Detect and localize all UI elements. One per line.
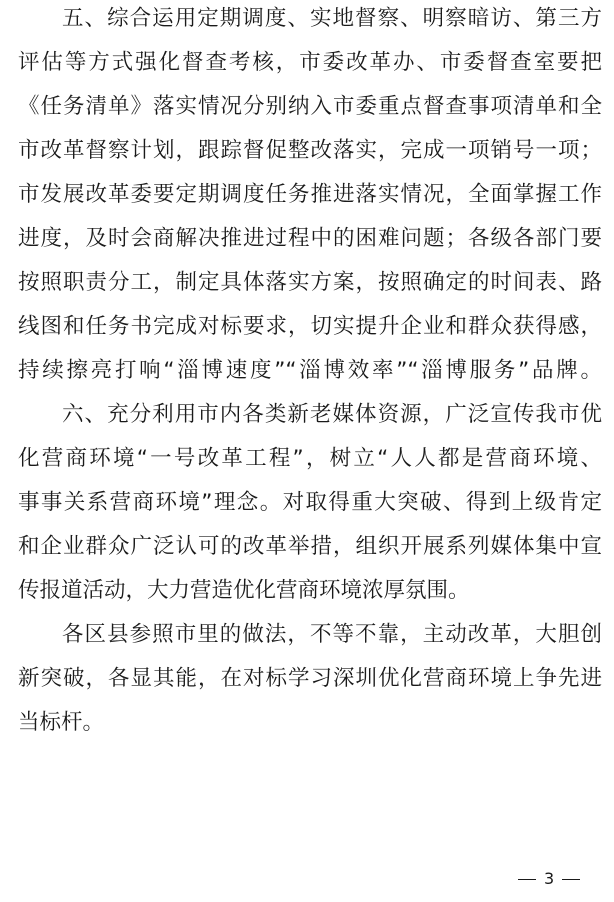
paragraph-1-line-1: 五、综合运用定期调度、实地督察、明察暗访、第三方 (62, 6, 602, 31)
page-number: 3 (544, 869, 555, 888)
paragraph-1-line-9: 持续擦亮打响“淄博速度”“淄博效率”“淄博服务”品牌。 (18, 358, 602, 383)
paragraph-1-line-4: 市改革督察计划，跟踪督促整改落实，完成一项销号一项； (18, 138, 602, 163)
paragraph-1-line-8: 线图和任务书完成对标要求，切实提升企业和群众获得感， (18, 314, 602, 339)
paragraph-1-line-7: 按照职责分工，制定具体落实方案，按照确定的时间表、路 (18, 270, 602, 295)
paragraph-2-line-3: 事事关系营商环境”理念。对取得重大突破、得到上级肯定 (18, 490, 602, 515)
paragraph-3-line-3: 当标杆。 (18, 710, 105, 735)
paragraph-1-line-6: 进度，及时会商解决推进过程中的困难问题；各级各部门要 (18, 226, 602, 251)
paragraph-2-line-1: 六、充分利用市内各类新老媒体资源，广泛宣传我市优 (62, 402, 602, 427)
paragraph-2-line-5: 传报道活动，大力营造优化营商环境浓厚氛围。 (18, 578, 470, 603)
right-dash (562, 879, 580, 880)
paragraph-3-line-1: 各区县参照市里的做法，不等不靠，主动改革，大胆创 (62, 622, 602, 647)
paragraph-3-line-2: 新突破，各显其能，在对标学习深圳优化营商环境上争先进 (18, 666, 602, 691)
paragraph-2-line-4: 和企业群众广泛认可的改革举措，组织开展系列媒体集中宣 (18, 534, 602, 559)
page-number-footer (518, 868, 598, 890)
left-dash (518, 879, 536, 880)
paragraph-2-line-2: 化营商环境“一号改革工程”，树立“人人都是营商环境、 (18, 446, 602, 471)
paragraph-1-line-5: 市发展改革委要定期调度任务推进落实情况，全面掌握工作 (18, 182, 602, 207)
paragraph-1-line-2: 评估等方式强化督查考核，市委改革办、市委督查室要把 (18, 50, 602, 75)
paragraph-1-line-3: 《任务清单》落实情况分别纳入市委重点督查事项清单和全 (18, 94, 602, 119)
